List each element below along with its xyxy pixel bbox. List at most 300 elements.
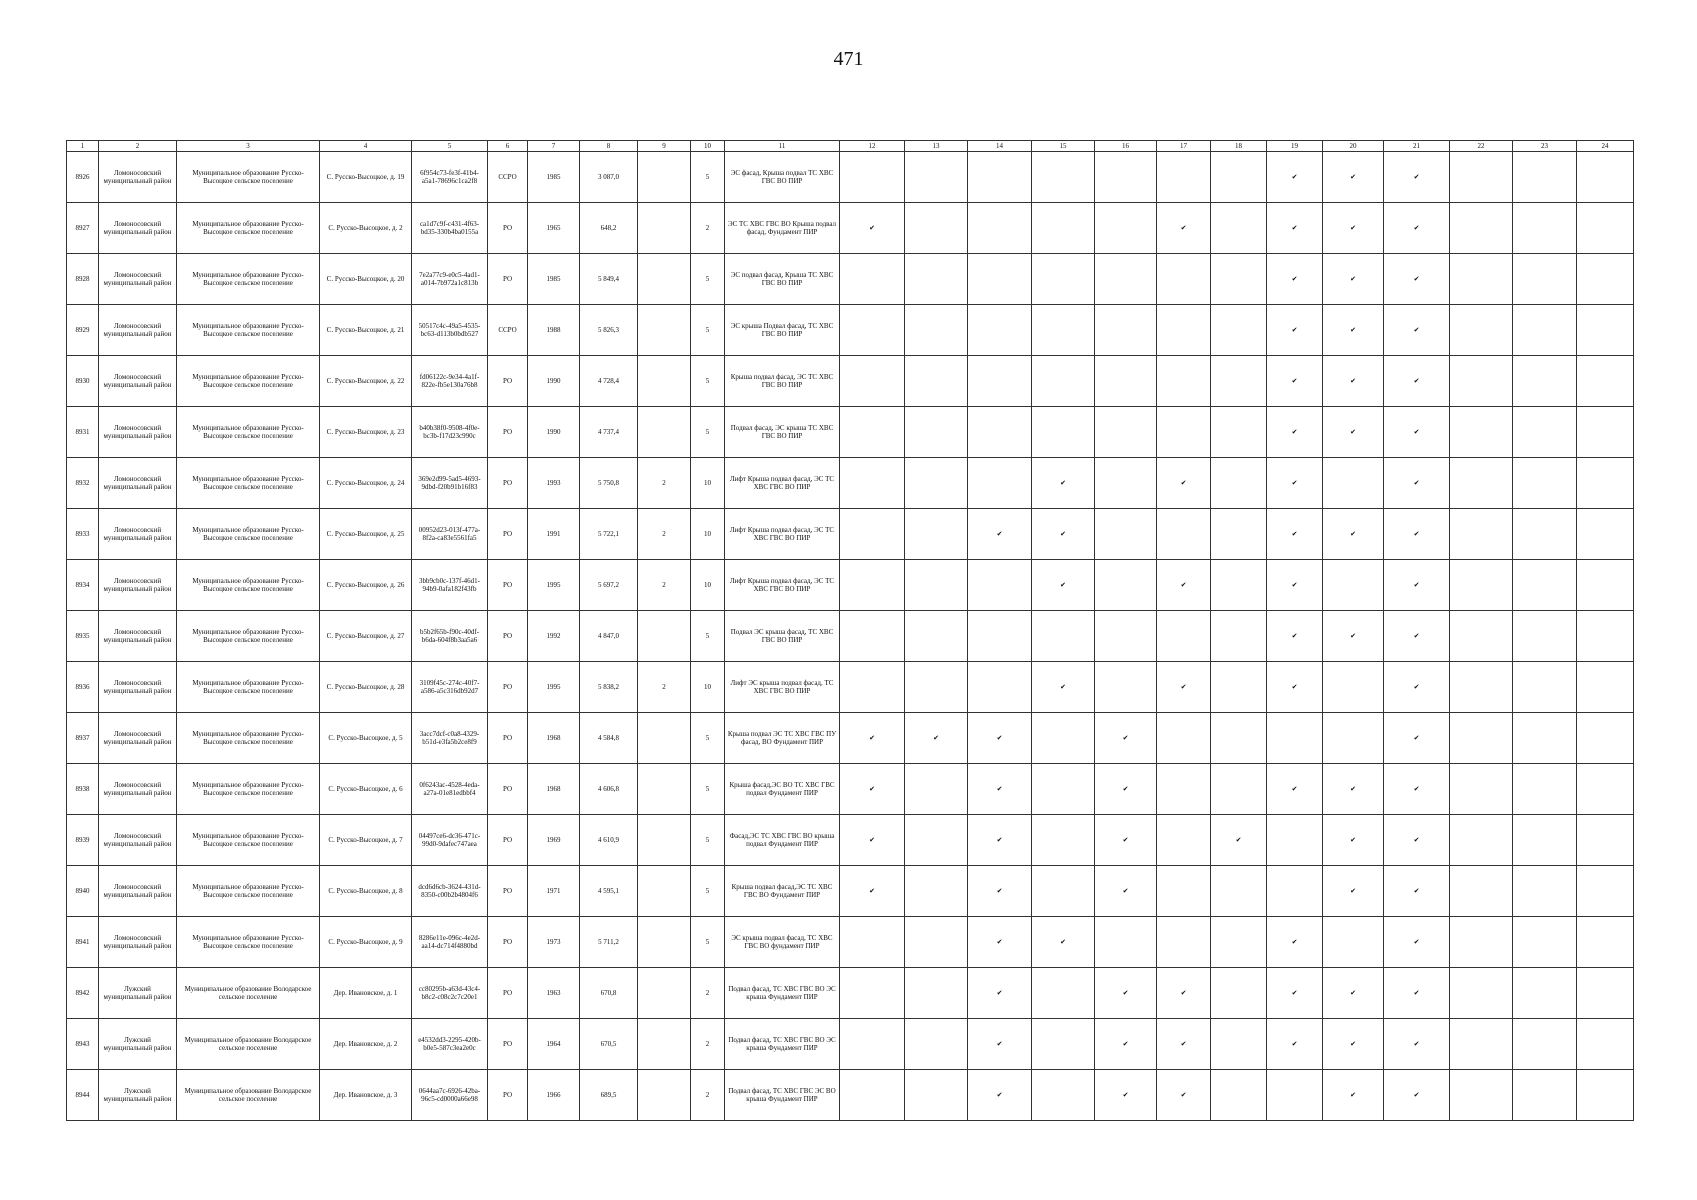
table-row — [67, 611, 1634, 662]
check-icon: ✔ — [1267, 152, 1323, 203]
check-icon: ✔ — [1157, 1019, 1211, 1070]
empty-cell — [1032, 1019, 1095, 1070]
empty-cell — [968, 458, 1032, 509]
district-cell: Ломоносовский муниципальный район — [99, 356, 177, 407]
check-icon: ✔ — [1267, 662, 1323, 713]
check-icon: ✔ — [1267, 968, 1323, 1019]
check-icon: ✔ — [1384, 305, 1450, 356]
check-icon: ✔ — [1384, 764, 1450, 815]
col10-cell: 5 — [691, 407, 725, 458]
check-icon: ✔ — [1323, 815, 1384, 866]
municipality-cell: Муниципальное образование Русско-Высоцкое сельское поселение — [177, 815, 320, 866]
district-cell: Ломоносовский муниципальный район — [99, 407, 177, 458]
empty-cell — [1095, 254, 1157, 305]
year-cell: 1964 — [528, 1019, 580, 1070]
empty-cell — [1267, 815, 1323, 866]
check-icon: ✔ — [840, 866, 905, 917]
check-icon: ✔ — [1323, 611, 1384, 662]
col9-cell — [638, 152, 691, 203]
table-row — [67, 560, 1634, 611]
col9-cell: 2 — [638, 560, 691, 611]
check-icon: ✔ — [1323, 1019, 1384, 1070]
check-icon: ✔ — [1032, 560, 1095, 611]
empty-cell — [1157, 713, 1211, 764]
col10-cell: 10 — [691, 509, 725, 560]
empty-cell — [1513, 1070, 1577, 1121]
address-cell: С. Русско-Высоцкое, д. 24 — [320, 458, 412, 509]
house-id-cell: b40b38f0-9508-4f0e-bc3b-f17d23c990c — [412, 407, 488, 458]
empty-cell — [1095, 407, 1157, 458]
empty-cell — [1513, 407, 1577, 458]
empty-cell — [968, 305, 1032, 356]
empty-cell — [1267, 713, 1323, 764]
check-icon: ✔ — [1157, 458, 1211, 509]
empty-cell — [840, 509, 905, 560]
district-cell: Ломоносовский муниципальный район — [99, 611, 177, 662]
check-icon: ✔ — [1384, 611, 1450, 662]
empty-cell — [1577, 611, 1634, 662]
empty-cell — [1323, 662, 1384, 713]
year-cell: 1963 — [528, 968, 580, 1019]
house-id-cell: 00952d23-013f-477a-8f2a-ca83e5561fa5 — [412, 509, 488, 560]
column-number: 18 — [1211, 141, 1267, 152]
col10-cell: 5 — [691, 713, 725, 764]
district-cell: Ломоносовский муниципальный район — [99, 560, 177, 611]
municipality-cell: Муниципальное образование Русско-Высоцкое сельское поселение — [177, 866, 320, 917]
empty-cell — [1323, 713, 1384, 764]
empty-cell — [1450, 509, 1513, 560]
row-number: 8938 — [67, 764, 99, 815]
check-icon: ✔ — [1384, 458, 1450, 509]
district-cell: Лужский муниципальный район — [99, 1070, 177, 1121]
check-icon: ✔ — [968, 917, 1032, 968]
check-icon: ✔ — [968, 866, 1032, 917]
address-cell: С. Русско-Высоцкое, д. 7 — [320, 815, 412, 866]
check-icon: ✔ — [1157, 968, 1211, 1019]
works-cell: Лифт Крыша подвал фасад, ЭС ТС ХВС ГВС ВО ПИР — [725, 458, 840, 509]
check-icon: ✔ — [1267, 1019, 1323, 1070]
check-icon: ✔ — [1323, 356, 1384, 407]
col10-cell: 5 — [691, 764, 725, 815]
col9-cell — [638, 917, 691, 968]
empty-cell — [1095, 560, 1157, 611]
area-cell: 5 849,4 — [580, 254, 638, 305]
area-cell: 5 838,2 — [580, 662, 638, 713]
works-cell: Крыша фасад,ЭС ВО ТС ХВС ГВС подвал Фундамент ПИР — [725, 764, 840, 815]
area-cell: 4 728,4 — [580, 356, 638, 407]
check-icon: ✔ — [905, 713, 968, 764]
check-icon: ✔ — [840, 203, 905, 254]
empty-cell — [905, 1070, 968, 1121]
column-number: 12 — [840, 141, 905, 152]
year-cell: 1990 — [528, 407, 580, 458]
empty-cell — [1450, 713, 1513, 764]
column-number: 11 — [725, 141, 840, 152]
type-cell: РО — [488, 356, 528, 407]
address-cell: С. Русско-Высоцкое, д. 8 — [320, 866, 412, 917]
empty-cell — [1095, 356, 1157, 407]
check-icon: ✔ — [1384, 917, 1450, 968]
municipality-cell: Муниципальное образование Русско-Высоцкое сельское поселение — [177, 356, 320, 407]
row-number: 8930 — [67, 356, 99, 407]
column-number: 23 — [1513, 141, 1577, 152]
empty-cell — [1513, 662, 1577, 713]
empty-cell — [1211, 254, 1267, 305]
empty-cell — [968, 152, 1032, 203]
works-cell: Крыша подвал фасад,ЭС ТС ХВС ГВС ВО Фундамент ПИР — [725, 866, 840, 917]
empty-cell — [1095, 458, 1157, 509]
table-row — [67, 1019, 1634, 1070]
year-cell: 1988 — [528, 305, 580, 356]
empty-cell — [1211, 713, 1267, 764]
check-icon: ✔ — [1267, 917, 1323, 968]
empty-cell — [1450, 254, 1513, 305]
col9-cell: 2 — [638, 458, 691, 509]
check-icon: ✔ — [1157, 203, 1211, 254]
table-row — [67, 254, 1634, 305]
empty-cell — [1157, 764, 1211, 815]
year-cell: 1965 — [528, 203, 580, 254]
type-cell: РО — [488, 254, 528, 305]
check-icon: ✔ — [1095, 1070, 1157, 1121]
empty-cell — [1513, 152, 1577, 203]
check-icon: ✔ — [1384, 662, 1450, 713]
empty-cell — [1157, 152, 1211, 203]
check-icon: ✔ — [1157, 1070, 1211, 1121]
house-id-cell: b5b2f65b-f90c-40df-b6da-604f8b3aa5a6 — [412, 611, 488, 662]
empty-cell — [840, 254, 905, 305]
page-number: 471 — [833, 48, 864, 70]
address-cell: С. Русско-Высоцкое, д. 23 — [320, 407, 412, 458]
works-cell: Подвал фасад, ТС ХВС ГВС ЭС ВО крыша Фундамент ПИР — [725, 1070, 840, 1121]
empty-cell — [1513, 254, 1577, 305]
check-icon: ✔ — [1323, 509, 1384, 560]
empty-cell — [1450, 917, 1513, 968]
empty-cell — [968, 560, 1032, 611]
col10-cell: 2 — [691, 1019, 725, 1070]
empty-cell — [1577, 1070, 1634, 1121]
year-cell: 1969 — [528, 815, 580, 866]
area-cell: 5 826,3 — [580, 305, 638, 356]
empty-cell — [1211, 1070, 1267, 1121]
house-id-cell: 04497ce6-dc36-471c-99d0-9dafec747aea — [412, 815, 488, 866]
column-number: 24 — [1577, 141, 1634, 152]
column-number: 13 — [905, 141, 968, 152]
empty-cell — [905, 254, 968, 305]
check-icon: ✔ — [1095, 713, 1157, 764]
district-cell: Лужский муниципальный район — [99, 1019, 177, 1070]
district-cell: Ломоносовский муниципальный район — [99, 254, 177, 305]
type-cell: РО — [488, 662, 528, 713]
column-number: 14 — [968, 141, 1032, 152]
check-icon: ✔ — [1211, 815, 1267, 866]
col9-cell — [638, 407, 691, 458]
col9-cell — [638, 968, 691, 1019]
check-icon: ✔ — [1267, 611, 1323, 662]
check-icon: ✔ — [1157, 662, 1211, 713]
municipality-cell: Муниципальное образование Русско-Высоцкое сельское поселение — [177, 305, 320, 356]
table-row — [67, 203, 1634, 254]
empty-cell — [1323, 560, 1384, 611]
empty-cell — [1577, 1019, 1634, 1070]
houses-table — [66, 140, 1634, 1121]
empty-cell — [1211, 764, 1267, 815]
empty-cell — [1095, 203, 1157, 254]
row-number: 8931 — [67, 407, 99, 458]
check-icon: ✔ — [968, 713, 1032, 764]
area-cell: 5 697,2 — [580, 560, 638, 611]
column-number: 6 — [488, 141, 528, 152]
empty-cell — [1513, 356, 1577, 407]
house-id-cell: 3109f45c-274c-40f7-a586-a5c316db92d7 — [412, 662, 488, 713]
empty-cell — [968, 662, 1032, 713]
empty-cell — [1513, 968, 1577, 1019]
table-row — [67, 968, 1634, 1019]
district-cell: Ломоносовский муниципальный район — [99, 662, 177, 713]
check-icon: ✔ — [1384, 713, 1450, 764]
empty-cell — [905, 662, 968, 713]
year-cell: 1990 — [528, 356, 580, 407]
empty-cell — [1032, 305, 1095, 356]
empty-cell — [905, 611, 968, 662]
check-icon: ✔ — [1384, 203, 1450, 254]
check-icon: ✔ — [968, 1019, 1032, 1070]
municipality-cell: Муниципальное образование Русско-Высоцкое сельское поселение — [177, 713, 320, 764]
column-number: 17 — [1157, 141, 1211, 152]
empty-cell — [1157, 254, 1211, 305]
check-icon: ✔ — [1267, 305, 1323, 356]
table-row — [67, 356, 1634, 407]
address-cell: С. Русско-Высоцкое, д. 6 — [320, 764, 412, 815]
year-cell: 1985 — [528, 152, 580, 203]
empty-cell — [1513, 764, 1577, 815]
works-cell: Крыша подвал ЭС ТС ХВС ГВС ПУ фасад, ВО Фундамент ПИР — [725, 713, 840, 764]
empty-cell — [1211, 458, 1267, 509]
municipality-cell: Муниципальное образование Русско-Высоцкое сельское поселение — [177, 254, 320, 305]
year-cell: 1966 — [528, 1070, 580, 1121]
empty-cell — [1267, 866, 1323, 917]
check-icon: ✔ — [1032, 662, 1095, 713]
municipality-cell: Муниципальное образование Русско-Высоцкое сельское поселение — [177, 203, 320, 254]
empty-cell — [840, 1019, 905, 1070]
district-cell: Ломоносовский муниципальный район — [99, 866, 177, 917]
col9-cell — [638, 254, 691, 305]
type-cell: РО — [488, 917, 528, 968]
empty-cell — [1577, 203, 1634, 254]
empty-cell — [1095, 152, 1157, 203]
type-cell: РО — [488, 1019, 528, 1070]
empty-cell — [1577, 560, 1634, 611]
address-cell: С. Русско-Высоцкое, д. 26 — [320, 560, 412, 611]
check-icon: ✔ — [1032, 509, 1095, 560]
type-cell: РО — [488, 764, 528, 815]
row-number: 8940 — [67, 866, 99, 917]
check-icon: ✔ — [1323, 305, 1384, 356]
area-cell: 4 847,0 — [580, 611, 638, 662]
district-cell: Ломоносовский муниципальный район — [99, 203, 177, 254]
check-icon: ✔ — [1323, 203, 1384, 254]
address-cell: Дер. Ивановское, д. 2 — [320, 1019, 412, 1070]
col10-cell: 2 — [691, 1070, 725, 1121]
works-cell: ЭС крыша подвал фасад, ТС ХВС ГВС ВО фундамент ПИР — [725, 917, 840, 968]
municipality-cell: Муниципальное образование Русско-Высоцкое сельское поселение — [177, 458, 320, 509]
check-icon: ✔ — [1323, 764, 1384, 815]
empty-cell — [1577, 458, 1634, 509]
table-row — [67, 866, 1634, 917]
check-icon: ✔ — [1267, 764, 1323, 815]
empty-cell — [905, 764, 968, 815]
house-id-cell: e4532dd3-2295-420b-b0e5-587c3ea2e0c — [412, 1019, 488, 1070]
row-number: 8933 — [67, 509, 99, 560]
empty-cell — [968, 407, 1032, 458]
type-cell: РО — [488, 968, 528, 1019]
empty-cell — [1095, 509, 1157, 560]
district-cell: Ломоносовский муниципальный район — [99, 815, 177, 866]
check-icon: ✔ — [968, 968, 1032, 1019]
empty-cell — [1513, 815, 1577, 866]
check-icon: ✔ — [1384, 152, 1450, 203]
type-cell: РО — [488, 611, 528, 662]
municipality-cell: Муниципальное образование Русско-Высоцкое сельское поселение — [177, 560, 320, 611]
empty-cell — [840, 458, 905, 509]
type-cell: РО — [488, 815, 528, 866]
check-icon: ✔ — [840, 815, 905, 866]
col9-cell — [638, 866, 691, 917]
house-id-cell: fd06122c-9e34-4a1f-822e-fb5e130a76b8 — [412, 356, 488, 407]
col10-cell: 5 — [691, 356, 725, 407]
empty-cell — [1450, 560, 1513, 611]
column-number: 16 — [1095, 141, 1157, 152]
area-cell: 5 722,1 — [580, 509, 638, 560]
empty-cell — [905, 866, 968, 917]
check-icon: ✔ — [1267, 407, 1323, 458]
empty-cell — [1513, 713, 1577, 764]
works-cell: Фасад,ЭС ТС ХВС ГВС ВО крыша подвал Фундамент ПИР — [725, 815, 840, 866]
row-number: 8943 — [67, 1019, 99, 1070]
address-cell: С. Русско-Высоцкое, д. 22 — [320, 356, 412, 407]
col9-cell — [638, 713, 691, 764]
year-cell: 1968 — [528, 764, 580, 815]
empty-cell — [1095, 611, 1157, 662]
empty-cell — [1032, 1070, 1095, 1121]
district-cell: Ломоносовский муниципальный район — [99, 917, 177, 968]
empty-cell — [1211, 560, 1267, 611]
row-number: 8929 — [67, 305, 99, 356]
empty-cell — [1513, 1019, 1577, 1070]
check-icon: ✔ — [1157, 560, 1211, 611]
empty-cell — [1450, 152, 1513, 203]
empty-cell — [1577, 713, 1634, 764]
empty-cell — [1323, 458, 1384, 509]
col10-cell: 5 — [691, 866, 725, 917]
check-icon: ✔ — [1384, 1019, 1450, 1070]
empty-cell — [1211, 203, 1267, 254]
house-id-cell: 8286e11e-096c-4e2d-aa14-dc714f4880bd — [412, 917, 488, 968]
area-cell: 3 087,0 — [580, 152, 638, 203]
empty-cell — [1211, 917, 1267, 968]
empty-cell — [1095, 662, 1157, 713]
area-cell: 4 606,8 — [580, 764, 638, 815]
empty-cell — [1577, 305, 1634, 356]
check-icon: ✔ — [968, 509, 1032, 560]
municipality-cell: Муниципальное образование Русско-Высоцкое сельское поселение — [177, 611, 320, 662]
municipality-cell: Муниципальное образование Русско-Высоцкое сельское поселение — [177, 407, 320, 458]
table-row — [67, 305, 1634, 356]
area-cell: 670,5 — [580, 1019, 638, 1070]
type-cell: РО — [488, 458, 528, 509]
empty-cell — [1211, 611, 1267, 662]
type-cell: РО — [488, 866, 528, 917]
empty-cell — [1323, 917, 1384, 968]
empty-cell — [905, 815, 968, 866]
check-icon: ✔ — [1384, 560, 1450, 611]
empty-cell — [1577, 356, 1634, 407]
district-cell: Ломоносовский муниципальный район — [99, 764, 177, 815]
house-id-cell: 0644aa7c-6926-42ba-96c5-cd0000a66e98 — [412, 1070, 488, 1121]
empty-cell — [1450, 356, 1513, 407]
check-icon: ✔ — [1095, 815, 1157, 866]
col10-cell: 5 — [691, 611, 725, 662]
district-cell: Лужский муниципальный район — [99, 968, 177, 1019]
empty-cell — [1577, 866, 1634, 917]
empty-cell — [1032, 203, 1095, 254]
empty-cell — [1211, 1019, 1267, 1070]
house-id-cell: 7e2a77c9-e0c5-4ad1-a014-7b972a1c813b — [412, 254, 488, 305]
works-cell: ЭС ТС ХВС ГВС ВО Крыша подвал фасад, Фундамент ПИР — [725, 203, 840, 254]
type-cell: РО — [488, 509, 528, 560]
works-cell: ЭС крыша Подвал фасад, ТС ХВС ГВС ВО ПИР — [725, 305, 840, 356]
empty-cell — [905, 1019, 968, 1070]
empty-cell — [1577, 254, 1634, 305]
check-icon: ✔ — [840, 764, 905, 815]
empty-cell — [905, 560, 968, 611]
empty-cell — [1450, 815, 1513, 866]
address-cell: С. Русско-Высоцкое, д. 27 — [320, 611, 412, 662]
address-cell: С. Русско-Высоцкое, д. 21 — [320, 305, 412, 356]
area-cell: 648,2 — [580, 203, 638, 254]
empty-cell — [1032, 356, 1095, 407]
empty-cell — [840, 968, 905, 1019]
empty-cell — [1513, 611, 1577, 662]
empty-cell — [1513, 458, 1577, 509]
type-cell: ССРО — [488, 305, 528, 356]
check-icon: ✔ — [1032, 458, 1095, 509]
column-number: 19 — [1267, 141, 1323, 152]
address-cell: С. Русско-Высоцкое, д. 19 — [320, 152, 412, 203]
col9-cell — [638, 305, 691, 356]
municipality-cell: Муниципальное образование Русско-Высоцкое сельское поселение — [177, 917, 320, 968]
table-row — [67, 917, 1634, 968]
empty-cell — [1513, 509, 1577, 560]
empty-cell — [1157, 815, 1211, 866]
empty-cell — [1032, 407, 1095, 458]
column-number: 10 — [691, 141, 725, 152]
empty-cell — [1032, 152, 1095, 203]
empty-cell — [1450, 866, 1513, 917]
empty-cell — [1577, 662, 1634, 713]
row-number: 8936 — [67, 662, 99, 713]
check-icon: ✔ — [1095, 968, 1157, 1019]
check-icon: ✔ — [1323, 152, 1384, 203]
municipality-cell: Муниципальное образование Володарское сельское поселение — [177, 1070, 320, 1121]
year-cell: 1995 — [528, 560, 580, 611]
col10-cell: 2 — [691, 203, 725, 254]
check-icon: ✔ — [1267, 254, 1323, 305]
table-row — [67, 662, 1634, 713]
column-number: 21 — [1384, 141, 1450, 152]
address-cell: Дер. Ивановское, д. 1 — [320, 968, 412, 1019]
column-number: 15 — [1032, 141, 1095, 152]
